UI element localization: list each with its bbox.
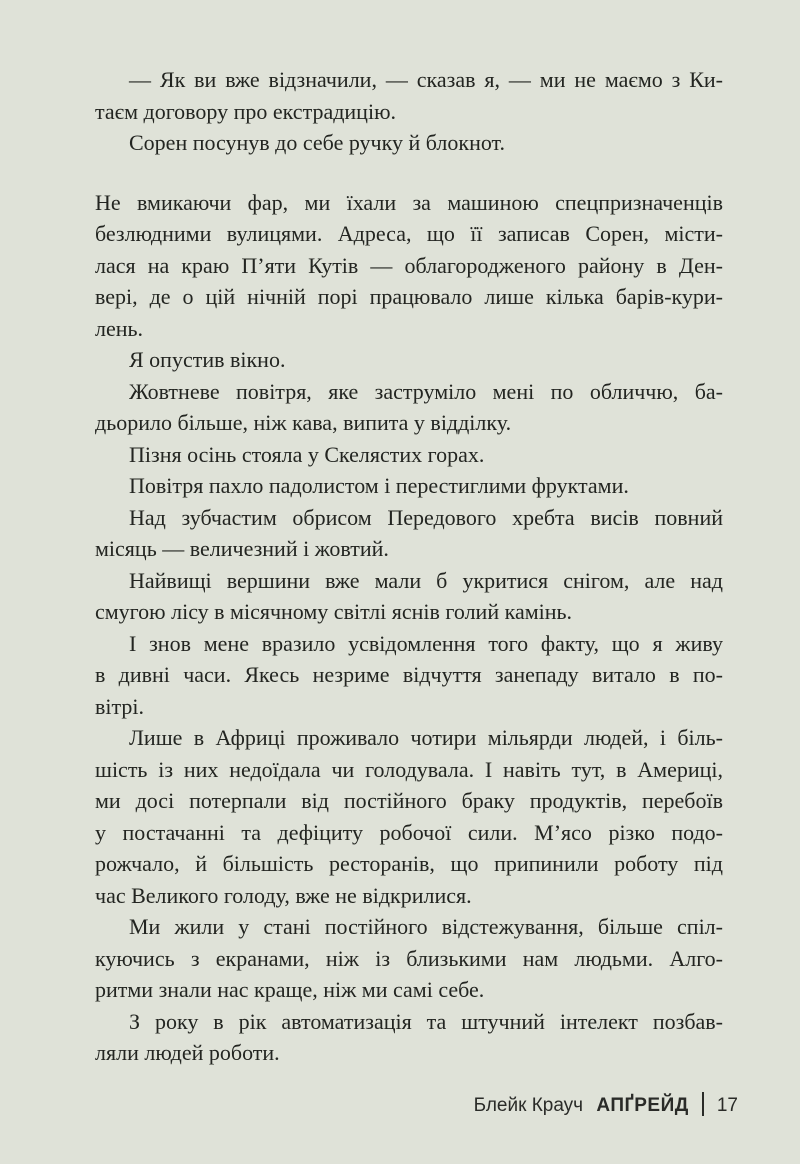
book-page-text [95, 64, 723, 1069]
text-line: Жовтневе повітря, яке заструміло мені по обличчю, ба- [129, 378, 723, 404]
text-line: Ми жили у стані постійного відстежування, більше спіл- [129, 914, 723, 939]
text-line: Пізня осінь стояла у Скелястих горах. [129, 441, 485, 467]
text-line: лень. [95, 315, 144, 341]
text-line: шість із них недоїдала чи голодувала. І навіть тут, в Америці, [95, 756, 723, 782]
text-line: Сорен посунув до себе ручку й блокнот. [129, 130, 506, 155]
paragraph [95, 64, 723, 127]
paragraph [95, 722, 723, 911]
paragraph [95, 911, 723, 1006]
paragraph [95, 628, 723, 723]
paragraph [95, 1006, 723, 1069]
footer-divider [702, 1092, 704, 1116]
text-line: таєм договору про екстрадицію. [95, 98, 397, 124]
text-line: у постачанні та дефіциту робочої сили. М’ясо різко подо- [95, 819, 723, 845]
text-line: Лише в Африці проживало чотири мільярди людей, і біль- [129, 725, 723, 750]
footer-book-title: АПҐРЕЙД [596, 1095, 689, 1116]
text-line: — Як ви вже відзначили, — сказав я, — ми не маємо з Ки- [129, 67, 723, 92]
text-line: Найвищі вершини вже мали б укритися снігом, але над [129, 567, 723, 593]
text-line: Повітря пахло падолистом і перестиглими фруктами. [129, 473, 629, 498]
paragraph [95, 127, 723, 159]
text-line: Над зубчастим обрисом Передового хребта висів повний [129, 504, 723, 530]
text-line: Не вмикаючи фар, ми їхали за машиною спецпризначенців [95, 189, 723, 215]
paragraph [95, 376, 723, 439]
text-line: З року в рік автоматизація та штучний інтелект позбав- [129, 1008, 723, 1034]
text-line: ляли людей роботи. [95, 1040, 280, 1065]
text-line: дьорило більше, ніж кава, випита у відділку. [95, 410, 512, 435]
text-line: лася на краю П’яти Кутів — облагородженого району в Ден- [95, 252, 723, 278]
text-line: час Великого голоду, вже не відкрилися. [95, 882, 472, 908]
page-number: 17 [716, 1095, 738, 1116]
text-line: безлюдними вулицями. Адреса, що її записав Сорен, місти- [95, 221, 723, 246]
paragraph [95, 565, 723, 628]
paragraph [95, 439, 723, 471]
text-line: куючись з екранами, ніж із близькими нам людьми. Алго- [95, 945, 723, 971]
footer-author: Блейк Крауч [473, 1095, 584, 1116]
text-line: ритми знали нас краще, ніж ми самі себе. [95, 977, 485, 1002]
text-line: смугою лісу в місячному світлі яснів голий камінь. [95, 599, 573, 624]
section-break [95, 159, 723, 187]
paragraph [95, 187, 723, 345]
text-line: рожчало, й більшість ресторанів, що припинили роботу під [95, 851, 723, 876]
text-line: вітрі. [95, 693, 144, 719]
paragraph [95, 470, 723, 502]
paragraph [95, 502, 723, 565]
text-line: Я опустив вікно. [129, 347, 286, 372]
text-line: в дивні часи. Якесь незриме відчуття занепаду витало в по- [95, 662, 723, 687]
text-line: І знов мене вразило усвідомлення того факту, що я живу [129, 630, 723, 656]
paragraph [95, 344, 723, 376]
text-line: ми досі потерпали від постійного браку продуктів, перебоїв [95, 788, 723, 813]
text-line: вері, де о цій нічній порі працювало лише кілька барів-кури- [95, 284, 723, 309]
text-line: місяць — величезний і жовтий. [95, 536, 389, 561]
running-footer [0, 1092, 738, 1119]
